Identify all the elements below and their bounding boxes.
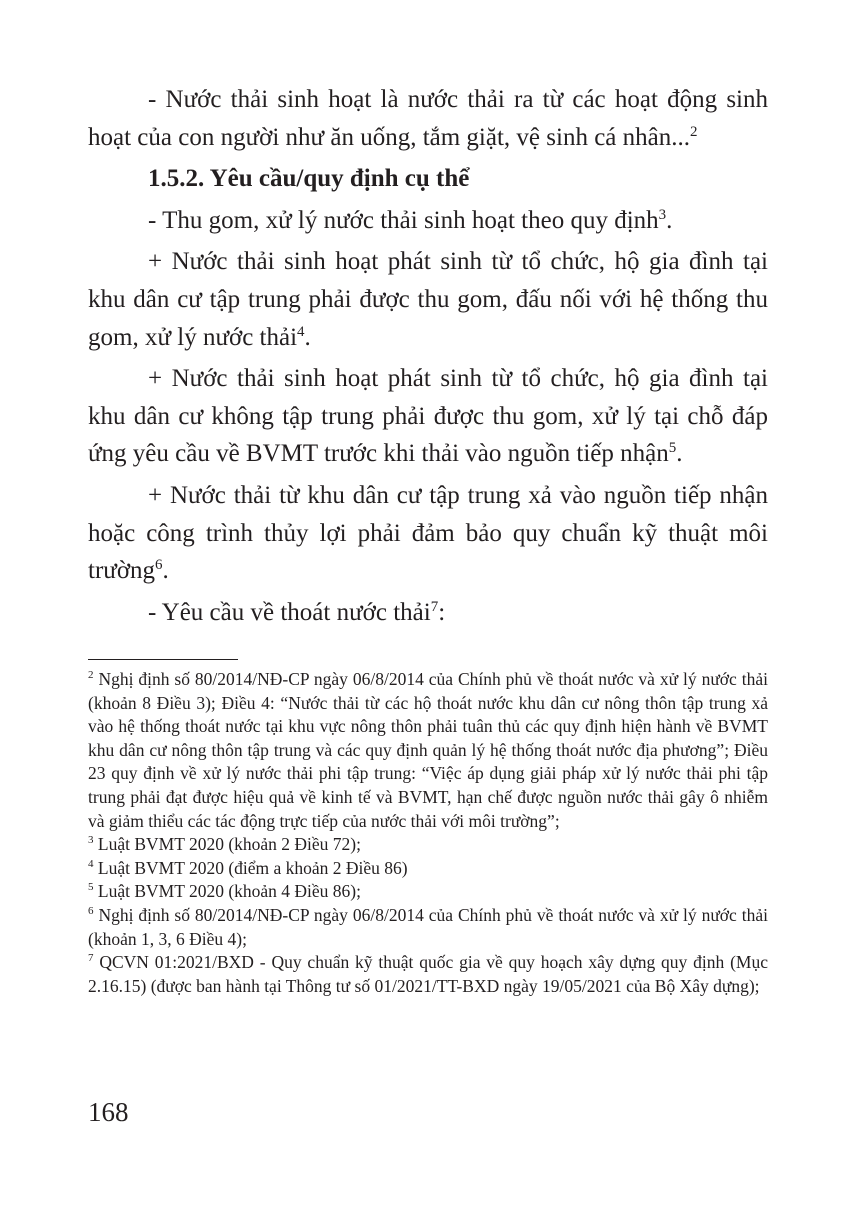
footnote-ref-6: 6 — [155, 557, 163, 574]
footnote-6: $^6$ Nghị định số 80/2014/NĐ-CP ngày 06/8/2014 của Chính phủ về thoát nước và xử lý nước thải (khoản 1, 3, 6 Điều 4); — [88, 904, 768, 949]
paragraph-discharge-standards: + Nước thải từ khu dân cư tập trung xả vào nguồn tiếp nhận hoặc công trình thủy lợi phải đảm bảo quy chuẩn kỹ thuật môi trường$^6$. — [88, 481, 768, 585]
footnote-2: $^2$ Nghị định số 80/2014/NĐ-CP ngày 06/8/2014 của Chính phủ về thoát nước và xử lý nước thải (khoản 8 Điều 3); Điều 4: “Nước thải từ các hộ thoát nước khu dân cư nông thôn tập trung xả vào hệ thống thoát nước tại khu vực nông thôn phải tuân thủ các quy định hiện hành về BVMT khu dân cư nông thôn tập trung và các quy định quản lý hệ thống thoát nước địa phương”; Điều 23 quy định về xử lý nước thải phi tập trung: “Việc áp dụng giải pháp xử lý nước thải phi tập trung phải đạt được hiệu quả về kinh tế và BVMT, hạn chế được nguồn nước thải gây ô nhiễm và giảm thiểu các tác động trực tiếp của nước thải với môi trường”; — [88, 669, 768, 831]
footnote-separator — [88, 659, 238, 660]
paragraph-collection-treatment: - Thu gom, xử lý nước thải sinh hoạt theo quy định$^3$. — [148, 206, 673, 234]
paragraph-concentrated-residential: + Nước thải sinh hoạt phát sinh từ tổ chức, hộ gia đình tại khu dân cư tập trung phải được thu gom, đấu nối với hệ thống thu gom, xử lý nước thải$^4$. — [88, 248, 768, 351]
footnotes — [88, 668, 768, 998]
footnote-7: $^7$ QCVN 01:2021/BXD - Quy chuẩn kỹ thuật quốc gia về quy hoạch xây dựng quy định (Mục 2.16.15) (được ban hành tại Thông tư số 01/2021/TT-BXD ngày 19/05/2021 của Bộ Xây dựng); — [88, 952, 769, 996]
paragraph-non-concentrated-residential: + Nước thải sinh hoạt phát sinh từ tổ chức, hộ gia đình tại khu dân cư không tập trung phải được thu gom, xử lý tại chỗ đáp ứng yêu cầu về BVMT trước khi thải vào nguồn tiếp nhận$^5$. — [88, 365, 768, 468]
footnote-ref-5: 5 — [668, 440, 677, 457]
footnote-5: $^5$ Luật BVMT 2020 (khoản 4 Điều 86); — [88, 881, 361, 902]
paragraph-drainage-requirements: - Yêu cầu về thoát nước thải$^7$: — [148, 598, 446, 626]
paragraph-domestic-wastewater-definition: - Nước thải sinh hoạt là nước thải ra từ các hoạt động sinh hoạt của con người như ăn uống, tắm giặt, vệ sinh cá nhân...$^2$ — [88, 86, 768, 151]
footnote-ref-2: 2 — [689, 123, 698, 140]
body-text — [88, 81, 768, 635]
footnote-3: $^3$ Luật BVMT 2020 (khoản 2 Điều 72); — [88, 834, 361, 855]
footnote-4: $^4$ Luật BVMT 2020 (điểm a khoản 2 Điều 86) — [88, 857, 408, 878]
section-heading: 1.5.2. Yêu cầu/quy định cụ thể — [148, 165, 470, 193]
page-number: 168 — [88, 1097, 129, 1127]
footnote-ref-7: 7 — [430, 598, 439, 615]
footnote-ref-3: 3 — [658, 206, 667, 223]
footnote-ref-4: 4 — [297, 323, 305, 340]
